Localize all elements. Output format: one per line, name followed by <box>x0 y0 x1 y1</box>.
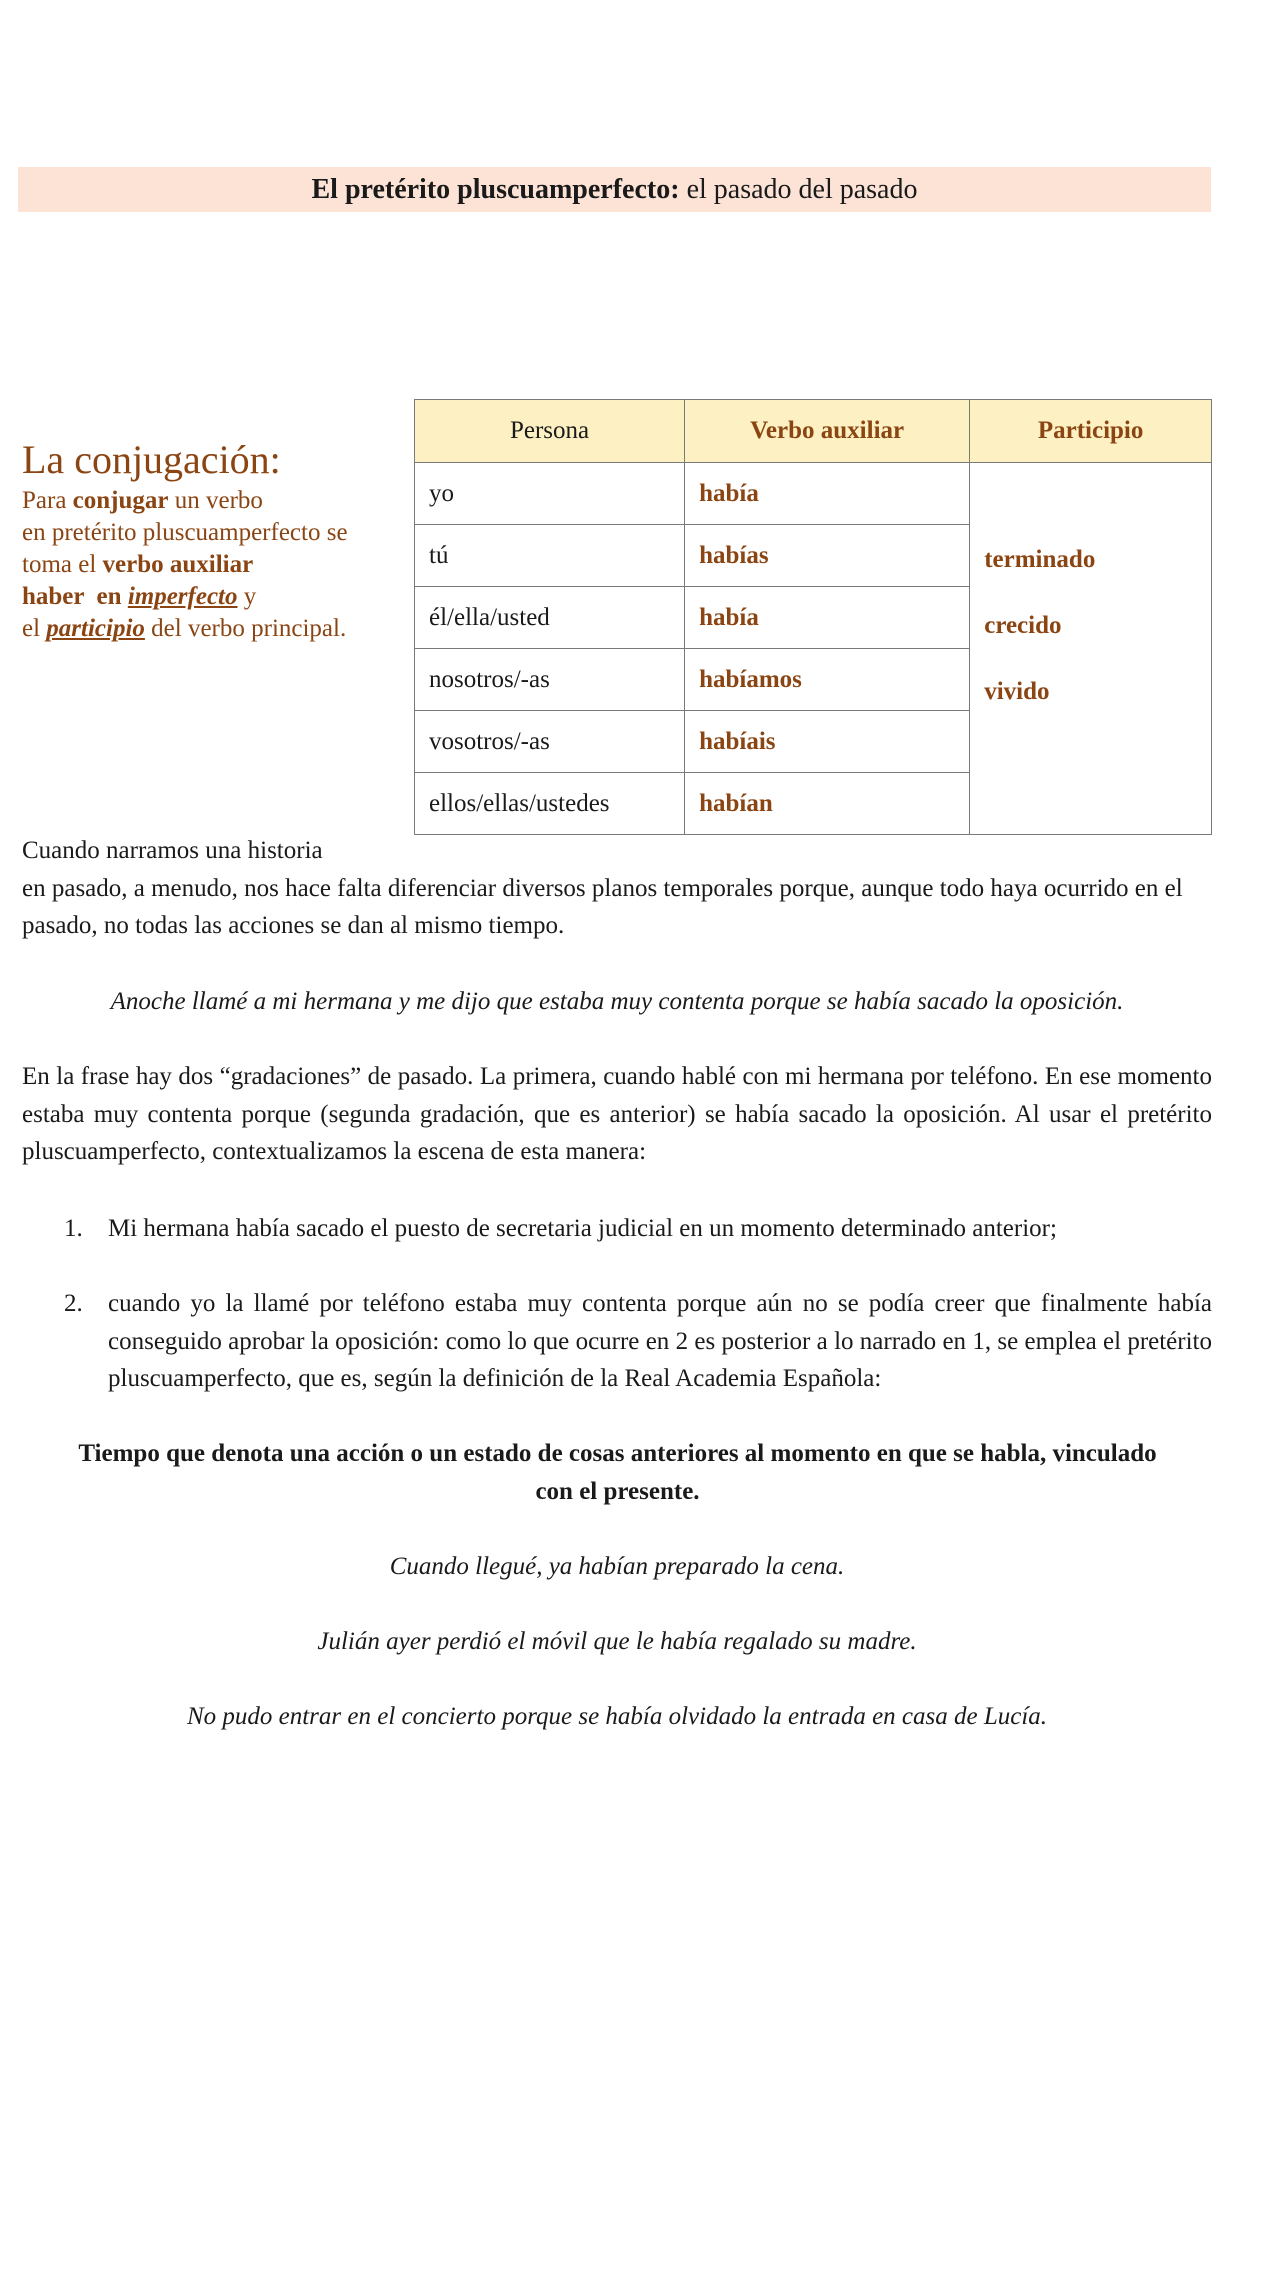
persona-cell: tú <box>415 525 685 587</box>
participle-item: vivido <box>984 677 1050 705</box>
conj-line3-pre: toma el <box>22 551 103 578</box>
header-persona: Persona <box>415 400 685 463</box>
conj-line2: en pretérito pluscuamperfecto se <box>22 519 348 546</box>
steps-list <box>22 1210 1212 1435</box>
table-header-row <box>415 400 1212 463</box>
conj-line5-pre: el <box>22 615 47 642</box>
participle-item: crecido <box>984 611 1062 639</box>
example-sentence: No pudo entrar en el concierto porque se había olvidado la entrada en casa de Lucía. <box>186 1703 1048 1730</box>
title-bold: El pretérito pluscuamperfecto: <box>311 174 680 205</box>
step-number: 1. <box>64 1215 83 1242</box>
participles-cell <box>970 463 1212 835</box>
explanation-paragraph: En la frase hay dos “gradaciones” de pasado. La primera, cuando hablé con mi hermana por teléfono. En ese momento estaba muy contenta porque (segunda gradación, que es anterior) se había sacado la oposición. Al usar el pretérito pluscuamperfecto, contextualizamos la escena de esta manera: <box>22 1063 1212 1165</box>
conjugation-explainer <box>22 435 407 645</box>
main-example: Anoche llamé a mi hermana y me dijo que estaba muy contenta porque se había sacado la oposición. <box>110 988 1124 1015</box>
intro-paragraph <box>22 832 1212 945</box>
participle-item: terminado <box>984 545 1096 573</box>
persona-cell: nosotros/-as <box>415 649 685 711</box>
list-item <box>22 1285 1212 1398</box>
conj-line1-bold: conjugar <box>72 487 169 514</box>
list-item <box>22 1210 1212 1248</box>
header-participio: Participio <box>970 400 1212 463</box>
aux-cell: habían <box>685 773 970 835</box>
intro-line1: Cuando narramos una historia <box>22 837 323 864</box>
example-sentence: Julián ayer perdió el móvil que le había regalado su madre. <box>317 1628 917 1655</box>
aux-cell: habíais <box>685 711 970 773</box>
rae-definition: Tiempo que denota una acción o un estado de cosas anteriores al momento en que se habla, vinculado con el presente. <box>78 1440 1157 1505</box>
step-number: 2. <box>64 1290 83 1317</box>
persona-cell: ellos/ellas/ustedes <box>415 773 685 835</box>
conj-line5-post: del verbo principal. <box>144 615 347 642</box>
conj-line4-bold: haber en <box>22 583 128 610</box>
example-sentence: Cuando llegué, ya habían preparado la cena. <box>389 1553 845 1580</box>
persona-cell: yo <box>415 463 685 525</box>
conj-line5-underlined: participio <box>46 615 145 642</box>
table-row <box>415 463 1212 525</box>
conj-line4-post: y <box>237 583 257 610</box>
conj-line1-pre: Para <box>22 487 73 514</box>
conjugation-heading: La conjugación: <box>22 437 281 482</box>
conj-line4-underlined: imperfecto <box>127 583 238 610</box>
conj-line1-post: un verbo <box>168 487 263 514</box>
aux-cell: había <box>685 463 970 525</box>
persona-cell: él/ella/usted <box>415 587 685 649</box>
persona-cell: vosotros/-as <box>415 711 685 773</box>
page-title <box>18 167 1211 212</box>
aux-cell: habíamos <box>685 649 970 711</box>
title-subtitle: el pasado del pasado <box>686 174 918 205</box>
conjugation-text <box>22 485 407 645</box>
header-verbo-auxiliar: Verbo auxiliar <box>685 400 970 463</box>
conj-line3-bold: verbo auxiliar <box>102 551 254 578</box>
aux-cell: había <box>685 587 970 649</box>
step-text: Mi hermana había sacado el puesto de secretaria judicial en un momento determinado anterior; <box>108 1215 1057 1242</box>
step-text: cuando yo la llamé por teléfono estaba muy contenta porque aún no se podía creer que finalmente había conseguido aprobar la oposición: como lo que ocurre en 2 es posterior a lo narrado en 1, se emplea el pretérito pluscuamperfecto, que es, según la definición de la Real Academia Española: <box>108 1290 1212 1392</box>
intro-rest: en pasado, a menudo, nos hace falta diferenciar diversos planos temporales porque, aunque todo haya ocurrido en el pasado, no todas las acciones se dan al mismo tiempo. <box>22 874 1183 939</box>
conjugation-table <box>414 399 1212 835</box>
aux-cell: habías <box>685 525 970 587</box>
